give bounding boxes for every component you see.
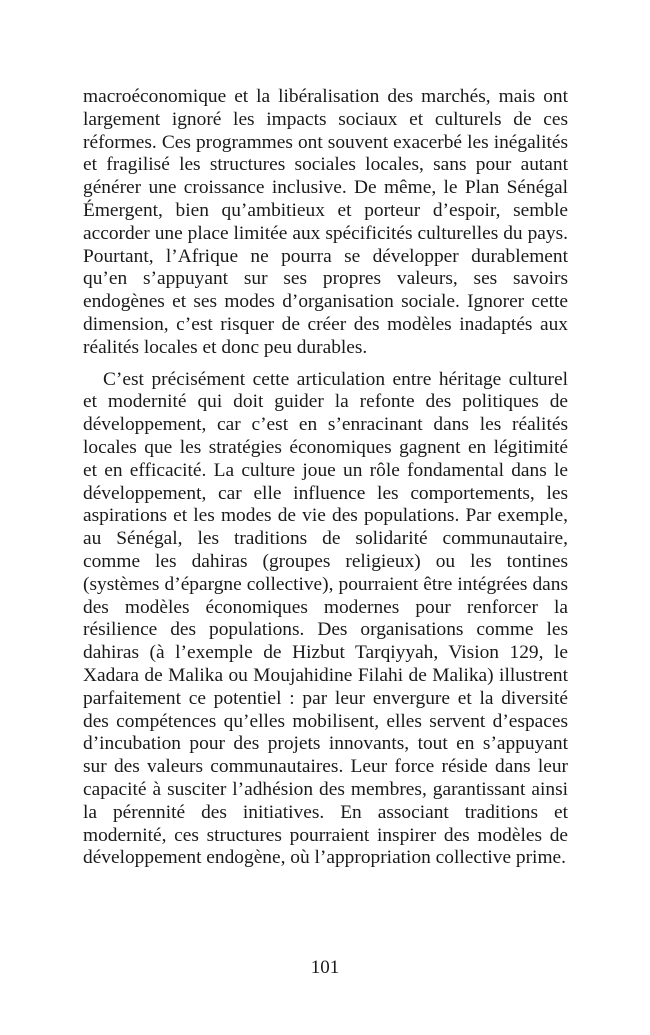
body-text	[83, 86, 568, 870]
paragraph-continuation: macroéconomique et la libéralisation des marchés, mais ont largement ignoré les impacts sociaux et culturels de ces réformes. Ces programmes ont souvent exacerbé les inégalités et fragilisé les structures sociales locales, sans pour autant générer une croissance inclusive. De même, le Plan Sénégal Émergent, bien qu’ambitieux et porteur d’espoir, semble accorder une place limitée aux spécificités culturelles du pays. Pourtant, l’Afrique ne pourra se développer durablement qu’en s’appuyant sur ses propres valeurs, ses savoirs endogènes et ses modes d’organisation sociale. Ignorer cette dimension, c’est risquer de créer des modèles inadaptés aux réalités locales et donc peu durables.	[83, 86, 568, 358]
paragraph-culture-development: C’est précisément cette articulation entre héritage culturel et modernité qui doit guider la refonte des politiques de développement, car c’est en s’enracinant dans les réalités locales que les stratégies économiques gagnent en légitimité et en efficacité. La culture joue un rôle fondamental dans le développement, car elle influence les comportements, les aspirations et les modes de vie des populations. Par exemple, au Sénégal, les traditions de solidarité communautaire, comme les dahiras (groupes religieux) ou les tontines (systèmes d’épargne collective), pourraient être intégrées dans des modèles économiques modernes pour renforcer la résilience des populations. Des organisations comme les dahiras (à l’exemple de Hizbut Tarqiyyah, Vision 129, le Xadara de Malika ou Moujahidine Filahi de Malika) illustrent parfaitement ce potentiel : par leur envergure et la diversité des compétences qu’elles mobilisent, elles servent d’espaces d’incubation pour des projets innovants, tout en s’appuyant sur des valeurs communautaires. Leur force réside dans leur capacité à susciter l’adhésion des membres, garantissant ainsi la pérennité des initiatives. En associant traditions et modernité, ces structures pourraient inspirer des modèles de développement endogène, où l’appropriation collective prime.	[83, 368, 568, 869]
page-number: 101	[310, 957, 340, 978]
